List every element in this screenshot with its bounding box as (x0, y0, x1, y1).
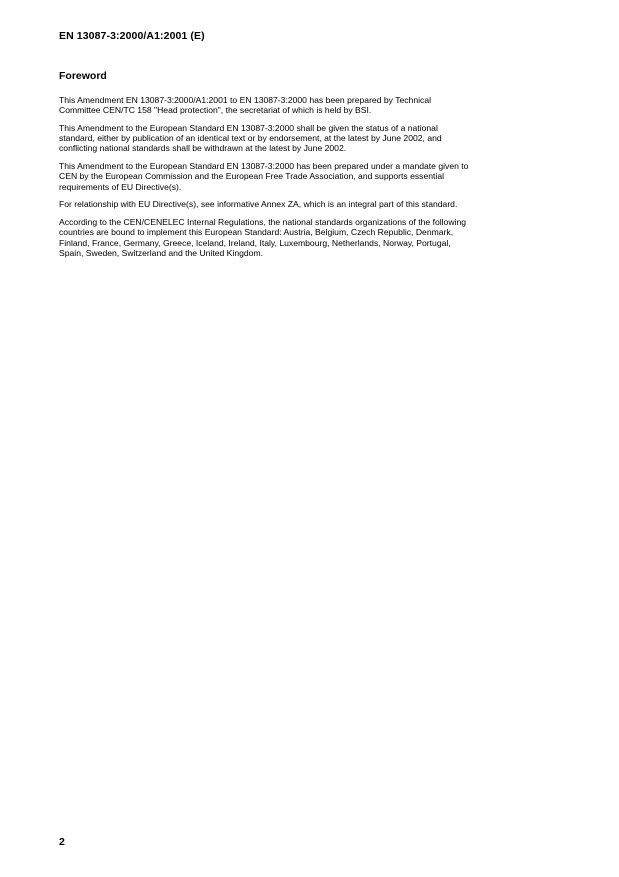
text-line: Finland, France, Germany, Greece, Iceland, Ireland, Italy, Luxembourg, Netherlands, Norway, Portugal, (59, 237, 451, 248)
paragraph-countries (59, 217, 559, 258)
text-line: For relationship with EU Directive(s), see informative Annex ZA, which is an integral part of this standard. (59, 199, 458, 210)
text-line: Committee CEN/TC 158 "Head protection", the secretariat of which is held by BSI. (59, 105, 372, 116)
text-line: Spain, Sweden, Switzerland and the United Kingdom. (59, 247, 263, 258)
section-title: Foreword (59, 70, 107, 82)
document-id-header: EN 13087-3:2000/A1:2001 (E) (59, 30, 205, 42)
foreword-body (59, 95, 559, 266)
paragraph-national-status (59, 123, 559, 154)
text-line: standard, either by publication of an identical text or by endorsement, at the latest by June 2002, and (59, 133, 442, 144)
text-line: This Amendment to the European Standard EN 13087-3:2000 shall be given the status of a national (59, 123, 438, 133)
text-line: countries are bound to implement this European Standard: Austria, Belgium, Czech Republic, Denmark, (59, 227, 454, 238)
text-line: This Amendment to the European Standard EN 13087-3:2000 has been prepared under a mandate given to (59, 161, 469, 172)
page-number: 2 (59, 836, 65, 848)
paragraph-eu-directive (59, 199, 559, 209)
text-line: This Amendment EN 13087-3:2000/A1:2001 to EN 13087-3:2000 has been prepared by Technical (59, 95, 432, 105)
text-line: requirements of EU Directive(s). (59, 181, 182, 192)
text-line: conflicting national standards shall be withdrawn at the latest by June 2002. (59, 143, 347, 154)
paragraph-mandate (59, 161, 559, 192)
paragraph-preparation (59, 95, 559, 115)
text-line: CEN by the European Commission and the European Free Trade Association, and supports essential (59, 171, 445, 182)
text-line: According to the CEN/CENELEC Internal Regulations, the national standards organizations of the following (59, 217, 467, 228)
